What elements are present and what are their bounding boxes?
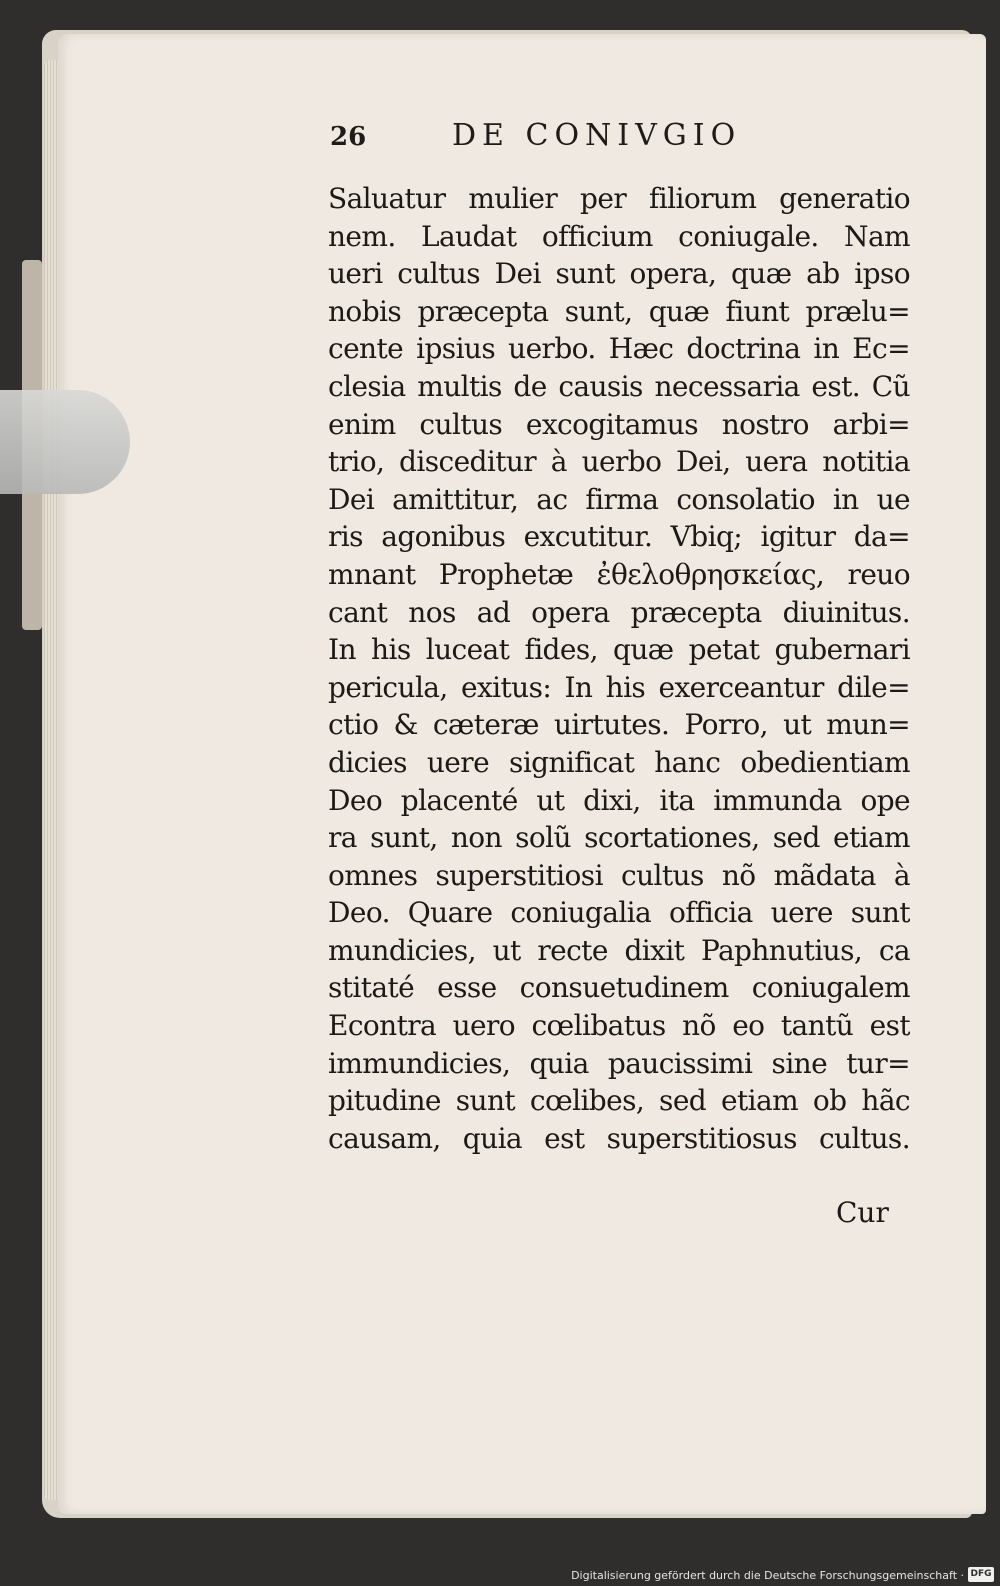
text-line: Dei amittitur, ac firma consolatio in ue bbox=[328, 482, 910, 516]
text-line: dicies uere significat hanc obedientiam bbox=[328, 745, 910, 779]
footer-bar bbox=[0, 1560, 1000, 1586]
text-line: ctio & cæteræ uirtutes. Porro, ut mun= bbox=[328, 708, 910, 742]
text-line: clesia multis de causis necessaria est. Cũ bbox=[328, 369, 910, 403]
text-line: pitudine sunt cœlibes, sed etiam ob hãc bbox=[328, 1084, 910, 1118]
body-text bbox=[328, 180, 910, 1157]
footer-credit: Digitalisierung gefördert durch die Deutsche Forschungsgemeinschaft · bbox=[571, 1569, 964, 1582]
text-line: mundicies, ut recte dixit Paphnutius, ca bbox=[328, 933, 910, 967]
text-line: In his luceat fides, quæ petat gubernari bbox=[328, 633, 910, 667]
text-line: ra sunt, non solũ scortationes, sed etiam bbox=[328, 821, 910, 855]
text-line: trio, disceditur à uerbo Dei, uera notitia bbox=[328, 445, 910, 479]
text-line: ueri cultus Dei sunt opera, quæ ab ipso bbox=[328, 257, 910, 291]
text-line: nobis præcepta sunt, quæ fiunt prælu= bbox=[328, 294, 910, 328]
text-line: Deo. Quare coniugalia officia uere sunt bbox=[328, 896, 910, 930]
running-head: DE CONIVGIO bbox=[452, 118, 742, 153]
text-line: immundicies, quia paucissimi sine tur= bbox=[328, 1046, 910, 1080]
text-line: Econtra uero cœlibatus nõ eo tantũ est bbox=[328, 1009, 910, 1043]
text-line: cente ipsius uerbo. Hæc doctrina in Ec= bbox=[328, 332, 910, 366]
text-line: ris agonibus excutitur. Vbiq; igitur da= bbox=[328, 520, 910, 554]
page-number: 26 bbox=[330, 122, 367, 152]
page-header bbox=[330, 118, 900, 162]
dfg-logo-icon: DFG bbox=[968, 1567, 994, 1582]
text-line: stitaté esse consuetudinem coniugalem bbox=[328, 971, 910, 1005]
text-line: pericula, exitus: In his exerceantur dile= bbox=[328, 670, 910, 704]
text-line: causam, quia est superstitiosus cultus. bbox=[328, 1121, 910, 1155]
text-line: cant nos ad opera præcepta diuinitus. bbox=[328, 595, 910, 629]
text-line: mnant Prophetæ ἐθελοθρησκείας, reuo bbox=[328, 557, 910, 591]
text-line: nem. Laudat officium coniugale. Nam bbox=[328, 219, 910, 253]
bookmark-tab bbox=[0, 390, 130, 494]
text-line: Deo placenté ut dixi, ita immunda ope bbox=[328, 783, 910, 817]
text-line: enim cultus excogitamus nostro arbi= bbox=[328, 407, 910, 441]
catchword: Cur bbox=[836, 1196, 889, 1229]
text-line: omnes superstitiosi cultus nõ mãdata à bbox=[328, 858, 910, 892]
text-line: Saluatur mulier per filiorum generatio bbox=[328, 182, 910, 215]
